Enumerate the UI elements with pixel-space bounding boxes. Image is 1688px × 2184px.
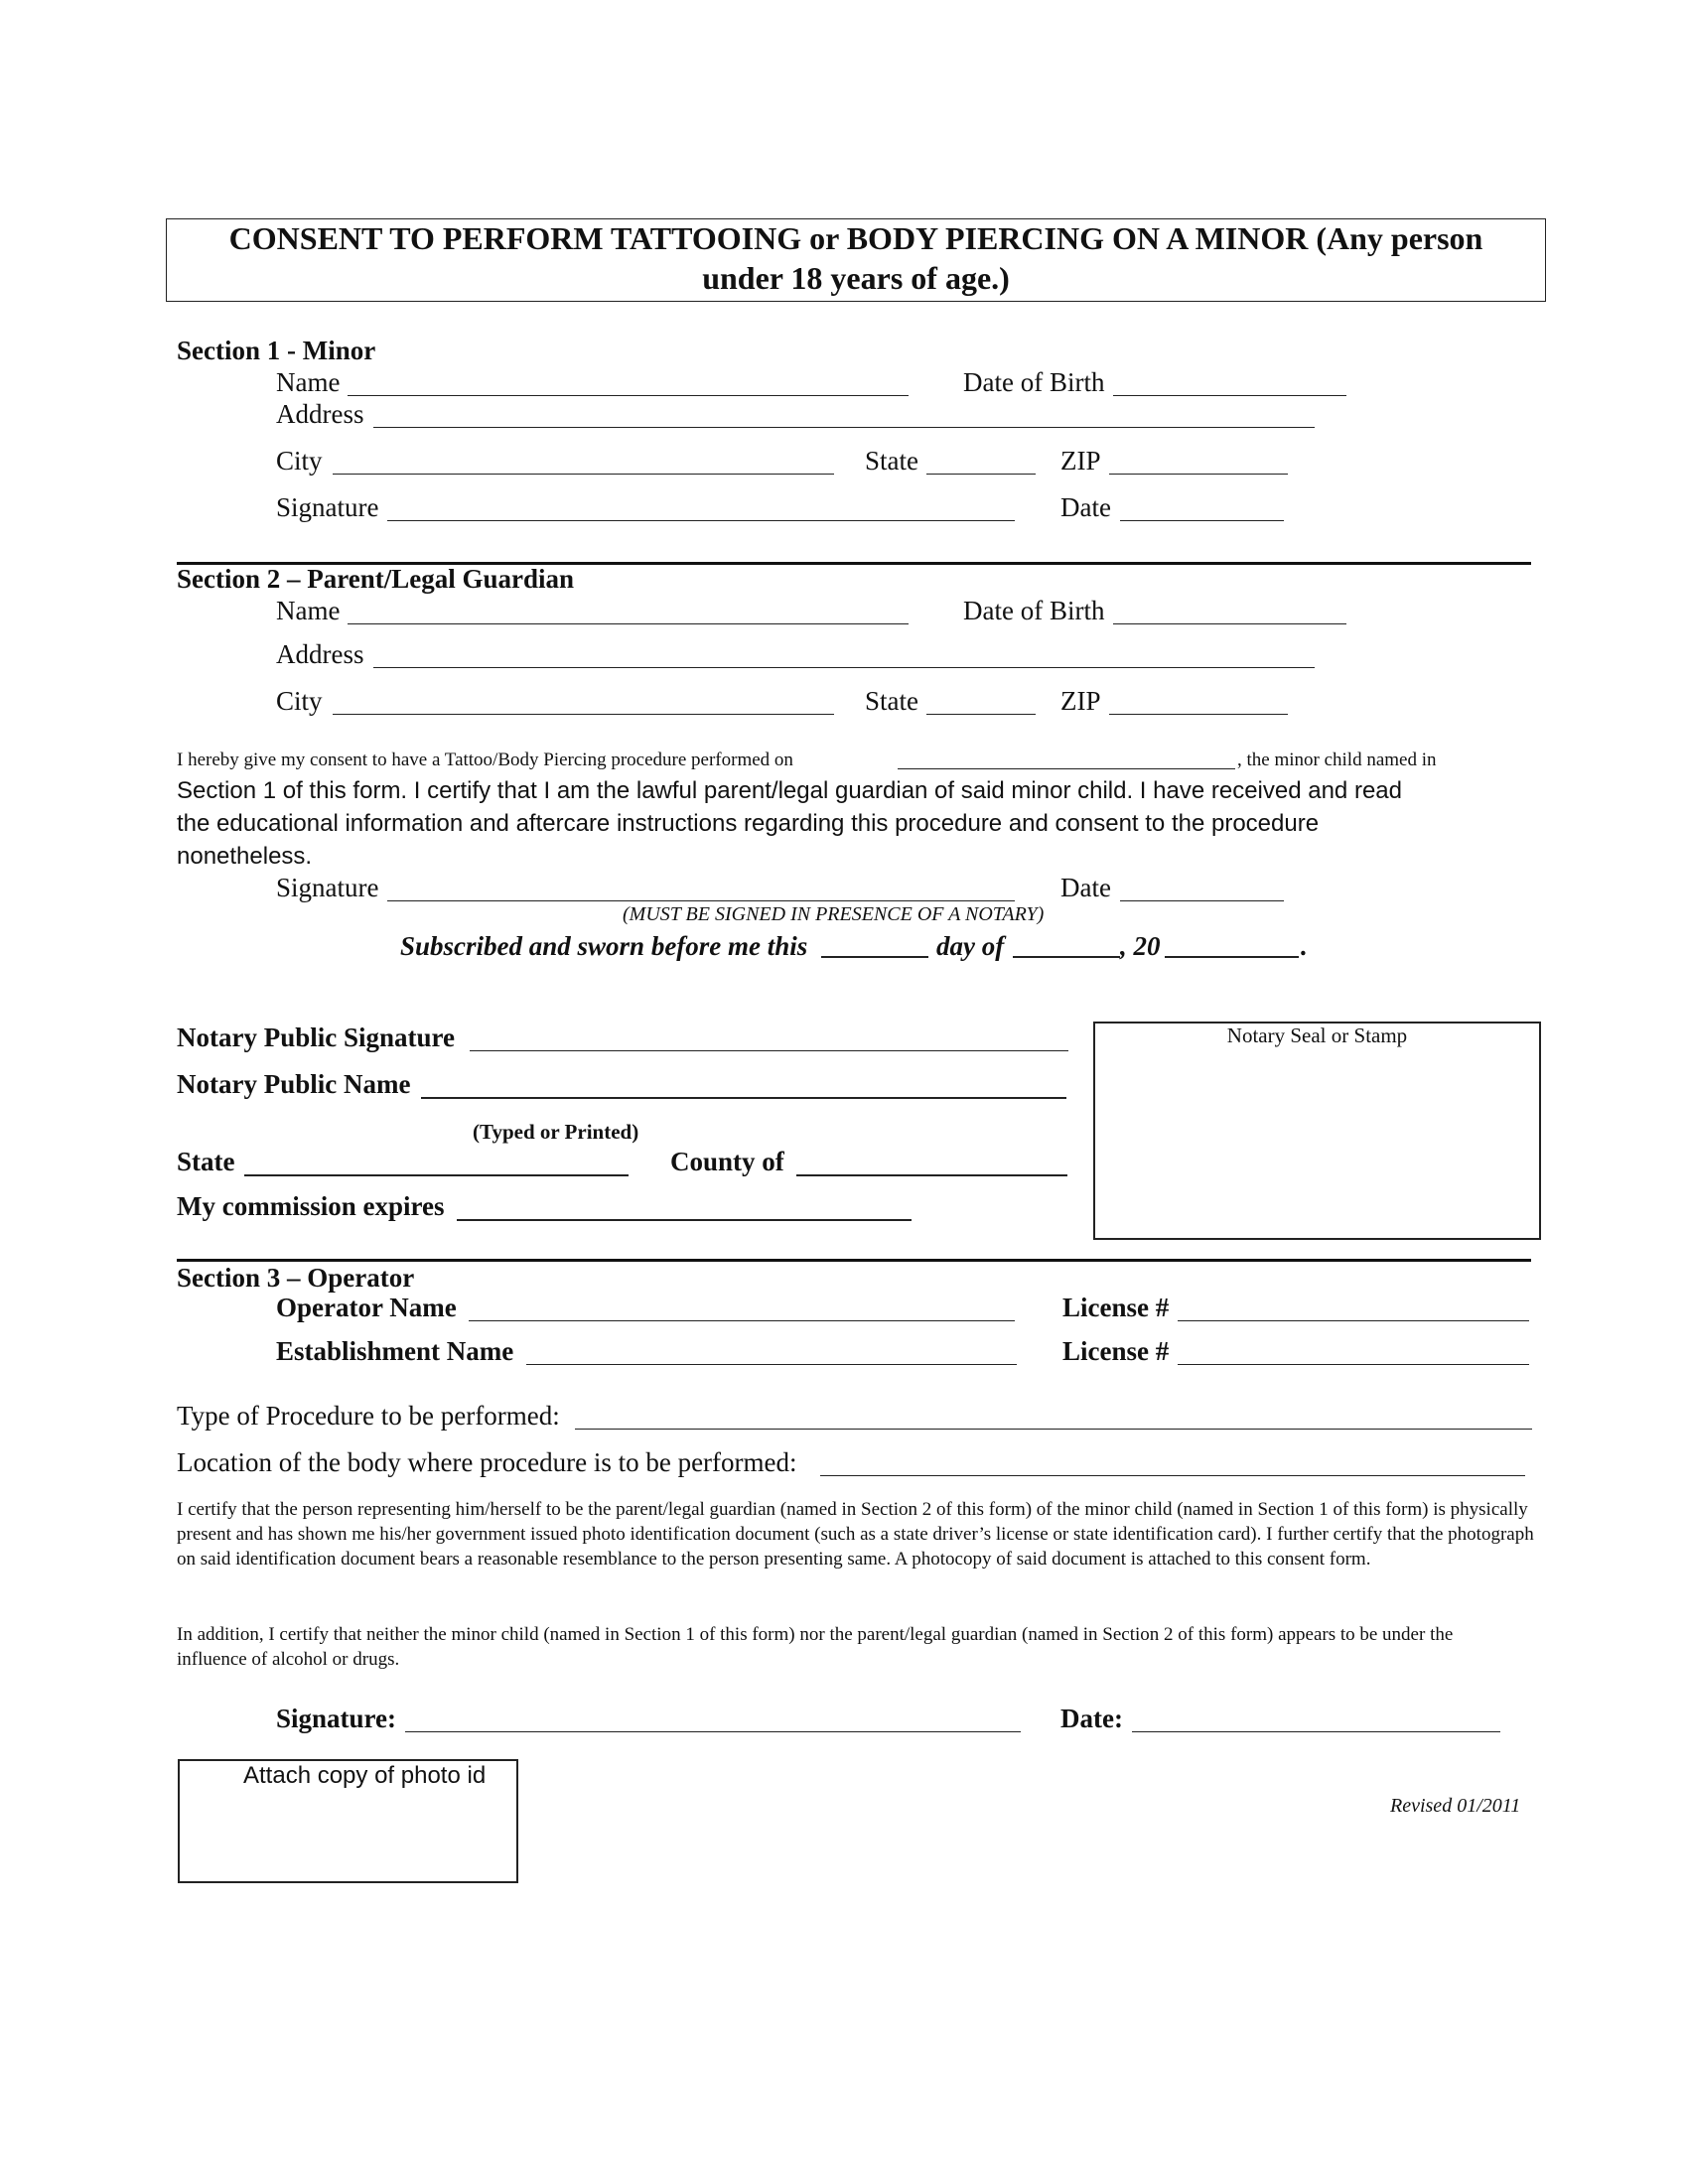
sworn-month-field[interactable] xyxy=(1013,956,1120,958)
section1-name-label: Name xyxy=(276,367,341,397)
sworn-statement-part-3: , 20 xyxy=(1120,931,1161,961)
photo-id-label: Attach copy of photo id xyxy=(243,1762,487,1789)
body-location-label: Location of the body where procedure is to be performed: xyxy=(177,1447,797,1477)
operator-license-field[interactable] xyxy=(1178,1320,1529,1321)
section2-date-label: Date xyxy=(1060,873,1111,902)
section2-signature-field[interactable] xyxy=(387,900,1015,901)
section2-name-label: Name xyxy=(276,596,341,625)
operator-date-field[interactable] xyxy=(1132,1731,1500,1732)
section2-date-field[interactable] xyxy=(1120,900,1284,901)
sworn-statement-part-1: Subscribed and sworn before me this xyxy=(400,931,808,961)
typed-or-printed-note: (Typed or Printed) xyxy=(473,1120,639,1144)
operator-name-label: Operator Name xyxy=(276,1293,457,1322)
operator-certify-paragraph: I certify that the person representing him/herself to be the parent/legal guardian (named in Section 2 of this form) of the minor child (named in Section 1 of this form) is physically present and has shown me his/her government issued photo identification document (such as a state driver’s license or state identification card). I further certify that the photograph on said identification document bears a reasonable resemblance to the person presenting same. A photocopy of said document is attached to this consent form. xyxy=(177,1499,1534,1570)
section1-city-label: City xyxy=(276,446,323,476)
section1-signature-field[interactable] xyxy=(387,520,1015,521)
procedure-type-field[interactable] xyxy=(575,1429,1532,1430)
section1-zip-label: ZIP xyxy=(1060,446,1101,476)
page-title-line-1: CONSENT TO PERFORM TATTOOING or BODY PIERCING ON A MINOR (Any person xyxy=(228,220,1483,256)
notary-signature-label: Notary Public Signature xyxy=(177,1023,456,1052)
establishment-name-label: Establishment Name xyxy=(276,1336,514,1366)
notary-county-label: County of xyxy=(670,1147,784,1176)
notary-state-label: State xyxy=(177,1147,235,1176)
consent-statement-part-2: , the minor child named in xyxy=(1237,750,1437,770)
section1-signature-label: Signature xyxy=(276,492,379,522)
notary-signature-field[interactable] xyxy=(470,1050,1068,1051)
notary-seal-box xyxy=(1093,1022,1541,1240)
procedure-date-field[interactable] xyxy=(898,768,1235,769)
sworn-year-field[interactable] xyxy=(1165,956,1299,958)
section1-zip-field[interactable] xyxy=(1109,474,1288,475)
section2-name-field[interactable] xyxy=(348,623,909,624)
sworn-statement-part-4: . xyxy=(1301,931,1308,961)
section2-city-label: City xyxy=(276,686,323,716)
section1-dob-field[interactable] xyxy=(1113,395,1346,396)
sworn-day-field[interactable] xyxy=(821,956,928,958)
section2-signature-label: Signature xyxy=(276,873,379,902)
section1-address-label: Address xyxy=(276,399,364,429)
section2-state-field[interactable] xyxy=(926,714,1036,715)
procedure-type-label: Type of Procedure to be performed: xyxy=(177,1401,560,1431)
operator-license-label: License # xyxy=(1062,1293,1170,1322)
section2-address-field[interactable] xyxy=(373,667,1315,668)
notary-seal-label: Notary Seal or Stamp xyxy=(1226,1024,1408,1047)
guardian-certify-line-1: Section 1 of this form. I certify that I am the lawful parent/legal guardian of said minor child. I have received and read xyxy=(177,777,1402,804)
section1-date-field[interactable] xyxy=(1120,520,1284,521)
section1-state-label: State xyxy=(865,446,918,476)
section2-heading: Section 2 – Parent/Legal Guardian xyxy=(177,564,575,594)
consent-statement-part-1: I hereby give my consent to have a Tattoo/Body Piercing procedure performed on xyxy=(177,750,793,770)
section1-state-field[interactable] xyxy=(926,474,1036,475)
section1-date-label: Date xyxy=(1060,492,1111,522)
notary-state-field[interactable] xyxy=(244,1174,629,1176)
section2-state-label: State xyxy=(865,686,918,716)
section2-zip-label: ZIP xyxy=(1060,686,1101,716)
notary-name-field[interactable] xyxy=(421,1097,1066,1099)
operator-signature-field[interactable] xyxy=(405,1731,1021,1732)
establishment-license-label: License # xyxy=(1062,1336,1170,1366)
section-divider-2 xyxy=(177,1259,1531,1262)
notary-name-label: Notary Public Name xyxy=(177,1069,411,1099)
notary-requirement-note: (MUST BE SIGNED IN PRESENCE OF A NOTARY) xyxy=(623,903,1045,925)
page-title-line-2: under 18 years of age.) xyxy=(702,260,1010,296)
operator-name-field[interactable] xyxy=(469,1320,1015,1321)
section1-dob-label: Date of Birth xyxy=(963,367,1105,397)
sworn-statement-part-2: day of xyxy=(936,931,1005,961)
operator-signature-label: Signature: xyxy=(276,1704,397,1733)
establishment-license-field[interactable] xyxy=(1178,1364,1529,1365)
section2-city-field[interactable] xyxy=(333,714,834,715)
section2-dob-field[interactable] xyxy=(1113,623,1346,624)
commission-expires-label: My commission expires xyxy=(177,1191,445,1221)
section1-name-field[interactable] xyxy=(348,395,909,396)
operator-date-label: Date: xyxy=(1060,1704,1123,1733)
section2-zip-field[interactable] xyxy=(1109,714,1288,715)
section2-address-label: Address xyxy=(276,639,364,669)
notary-county-field[interactable] xyxy=(796,1174,1067,1176)
guardian-certify-line-3: nonetheless. xyxy=(177,843,313,870)
section1-city-field[interactable] xyxy=(333,474,834,475)
commission-expires-field[interactable] xyxy=(457,1219,912,1221)
operator-addition-paragraph: In addition, I certify that neither the minor child (named in Section 1 of this form) nor the parent/legal guardian (named in Section 2 of this form) appears to be under the influence of alcohol or drugs. xyxy=(177,1624,1454,1670)
establishment-name-field[interactable] xyxy=(526,1364,1017,1365)
section1-heading: Section 1 - Minor xyxy=(177,336,376,365)
section1-address-field[interactable] xyxy=(373,427,1315,428)
section2-dob-label: Date of Birth xyxy=(963,596,1105,625)
guardian-certify-line-2: the educational information and aftercare instructions regarding this procedure and consent to the procedure xyxy=(177,810,1320,837)
revised-date: Revised 01/2011 xyxy=(1390,1795,1521,1817)
section3-heading: Section 3 – Operator xyxy=(177,1263,415,1293)
body-location-field[interactable] xyxy=(820,1475,1525,1476)
